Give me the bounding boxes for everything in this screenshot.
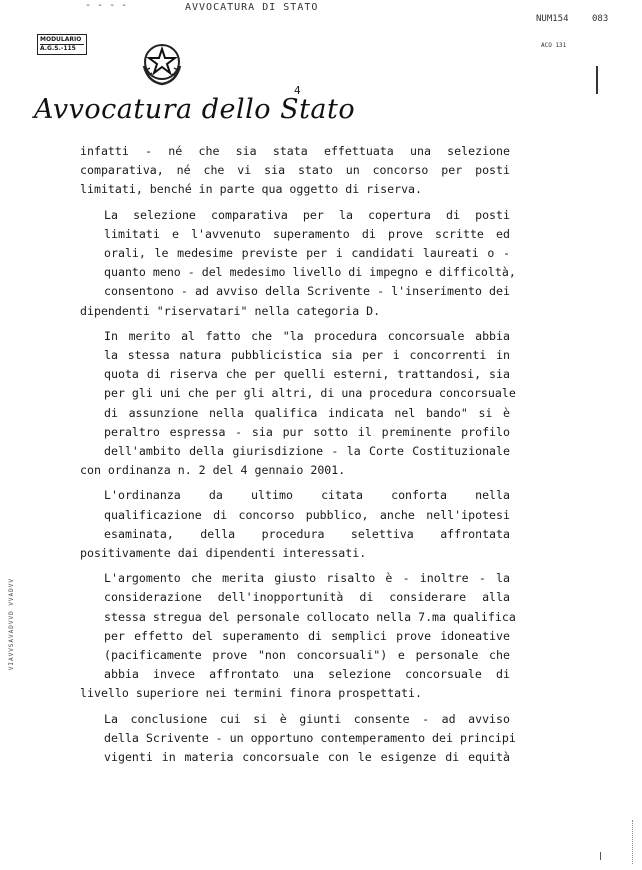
paragraph-1 [80,142,510,200]
text-line: di assunzione nella qualifica indicata nel bando" si è [104,405,510,420]
protocol-suffix: 083 [592,14,609,24]
text-line: dell'ambito della giurisdizione - la Corte Costituzionale [104,444,510,459]
text-line: positivamente dai dipendenti interessati. [80,546,367,561]
small-code: ACO 131 [541,42,567,49]
state-emblem-icon [140,40,184,88]
text-line: stessa stregua del personale collocato nella 7.ma qualifica [104,609,516,624]
text-line: In merito al fatto che "la procedura concorsuale abbia [104,328,510,343]
scan-edge-mark [632,820,641,864]
text-line: della Scrivente - un opportuno contemperamento dei principi [104,730,516,745]
text-line: quota di riserva che per quelli esterni, trattandosi, sia [104,367,510,382]
text-line: vigenti in materia concorsuale con le esigenze di equità [104,750,510,765]
paragraph-2 [80,206,516,321]
text-line: La selezione comparativa per la copertura di posti [104,207,510,222]
text-line: quanto meno - del medesimo livello di impegno e difficoltà, [104,265,516,280]
paragraph-3 [80,327,516,481]
text-line: limitati, benché in parte qua oggetto di riserva. [80,182,423,197]
text-line: qualificazione di concorso pubblico, anche nell'ipotesi [104,507,510,522]
page-number: 4 [294,84,301,97]
text-line: abbia invece affrontato una selezione concorsuale di [104,667,510,682]
text-line: La conclusione cui si è giunti consente - ad avviso [104,711,510,726]
top-dashes: - - - - [85,0,128,11]
side-vertical-text: VIAVVSAVADVVD VVADVV [8,578,15,671]
text-line: comparativa, né che vi sia stato un concorso per posti [80,163,510,178]
text-line: livello superiore nei termini finora prospettati. [80,686,423,701]
text-line: infatti - né che sia stata effettuata una selezione [80,144,510,158]
paragraph-5 [80,569,516,703]
text-line: orali, le medesime previste per i candidati laureati o - [104,246,510,261]
text-line: (pacificamente prove "non concorsuali") e personale che [104,648,510,663]
text-line: peraltro espressa - sia pur sotto il preminente profilo [104,424,510,439]
text-line: L'ordinanza da ultimo citata conforta nella [104,488,510,503]
paragraph-4 [80,486,510,563]
text-line: con ordinanza n. 2 del 4 gennaio 2001. [80,463,346,478]
text-line: dipendenti "riservatari" nella categoria D. [80,303,381,318]
text-line: consentono - ad avviso della Scrivente - l'inserimento dei [104,284,510,299]
protocol-number: NUM154 [536,14,569,24]
text-line: L'argomento che merita giusto risalto è - inoltre - la [104,571,510,586]
footer-mark [600,852,601,860]
stamp-line-2: A.G.S.-115 [40,45,76,52]
stamp-line-1: MODULARIO [40,36,84,45]
text-line: per effetto del superamento di semplici prove idoneative [104,628,510,643]
paragraph-6 [80,710,516,768]
text-line: la stessa natura pubblicistica sia per i concorrenti in [104,348,510,363]
header-top-title: AVVOCATURA DI STATO [185,2,319,13]
margin-mark [596,66,598,94]
modulario-stamp [37,34,87,55]
text-line: esaminata, della procedura selettiva affrontata [104,526,510,541]
text-line: limitati e l'avvenuto superamento di prove scritte ed [104,226,510,241]
text-line: considerazione dell'inopportunità di considerare alla [104,590,510,605]
document-body [80,142,516,773]
text-line: per gli uni che per gli altri, di una procedura concorsuale [104,386,516,401]
office-name-heading: Avvocatura dello Stato [34,94,356,125]
